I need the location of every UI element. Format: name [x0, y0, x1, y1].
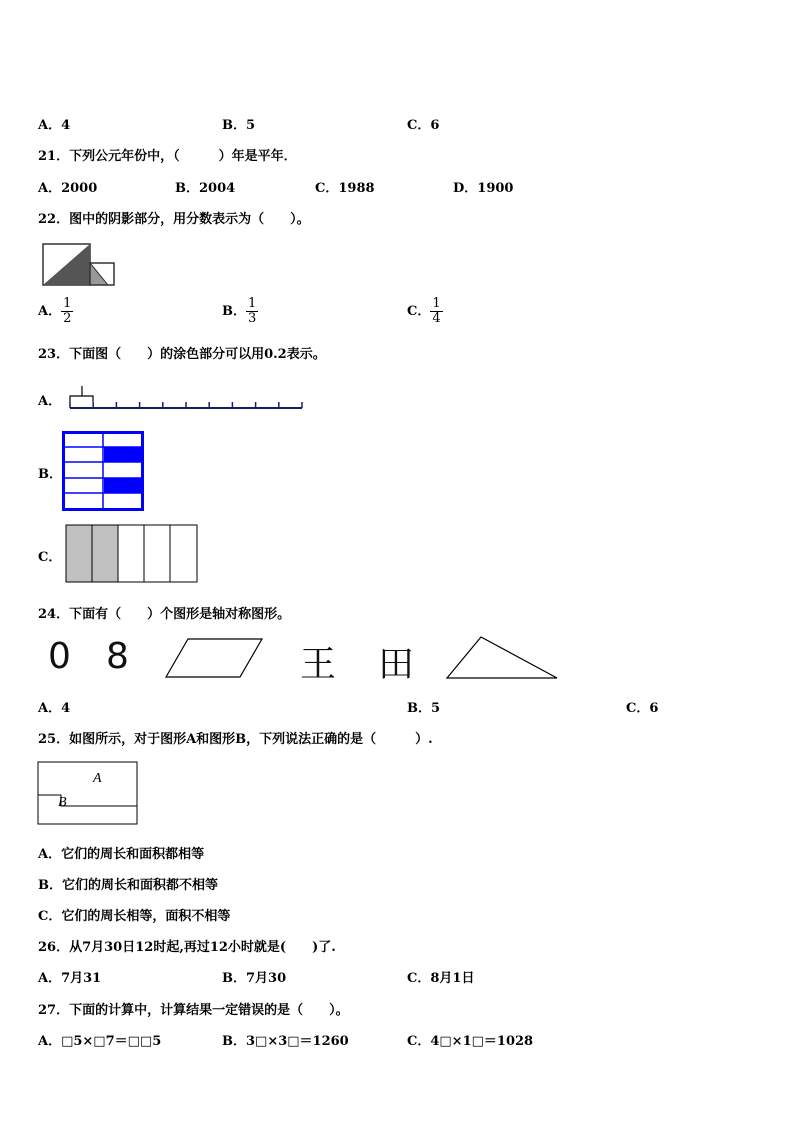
q21-stem: 21．下列公元年份中，（ ）年是平年．: [38, 149, 297, 164]
q24-option-a[interactable]: A．4: [38, 701, 71, 716]
q22-option-b-prefix: B．: [222, 304, 246, 319]
q22-a-numerator: 1: [63, 296, 72, 311]
q23-option-b-label[interactable]: B．: [38, 467, 62, 482]
q24-option-b[interactable]: B．5: [407, 701, 441, 716]
q22-option-a-fraction: [61, 297, 73, 326]
q20-option-b[interactable]: B．5: [222, 118, 256, 133]
q20-option-a[interactable]: A．4: [38, 118, 71, 133]
q27-stem: 27．下面的计算中，计算结果一定错误的是（ ）。: [38, 1003, 349, 1018]
q22-c-numerator: 1: [432, 296, 441, 311]
q22-a-denominator: 2: [63, 311, 72, 326]
q24-triangle-figure: [445, 635, 559, 680]
q23-grid-figure: [62, 431, 144, 511]
q22-option-b-fraction: [246, 297, 258, 326]
q27-option-b[interactable]: B．3□×3□＝1260: [222, 1034, 349, 1049]
q22-shaded-figure: [42, 243, 116, 286]
q22-b-numerator: 1: [248, 296, 257, 311]
q22-option-b[interactable]: [222, 297, 258, 326]
q24-figure-zero: 0: [48, 636, 71, 677]
q21-option-c[interactable]: C．1988: [315, 181, 375, 196]
q22-stem: 22．图中的阴影部分，用分数表示为（ ）。: [38, 212, 310, 227]
q23-number-line-figure: [68, 384, 304, 410]
q23-strip-figure: [65, 524, 198, 583]
q23-stem: 23．下面图（ ）的涂色部分可以用0.2表示。: [38, 347, 326, 362]
q24-figure-eight: 8: [106, 636, 129, 677]
q22-option-c-fraction: [430, 297, 442, 326]
q25-stem: 25．如图所示，对于图形A和图形B，下列说法正确的是（ ）.: [38, 732, 433, 747]
q22-c-denominator: 4: [432, 311, 441, 326]
q27-option-a[interactable]: A．□5×□7＝□□5: [38, 1034, 162, 1049]
q23-option-c-label[interactable]: C．: [38, 550, 62, 565]
q25-option-a[interactable]: A．它们的周长和面积都相等: [38, 847, 205, 862]
q24-parallelogram-figure: [164, 637, 264, 679]
q22-option-a-prefix: A．: [38, 304, 62, 319]
q24-figure-tian: 田: [378, 644, 415, 685]
q21-option-a[interactable]: A．2000: [38, 181, 98, 196]
q26-option-a[interactable]: A．7月31: [38, 971, 102, 986]
q26-option-c[interactable]: C．8月1日: [407, 971, 475, 986]
q20-option-c[interactable]: C．6: [407, 118, 440, 133]
q24-stem: 24．下面有（ ）个图形是轴对称图形。: [38, 607, 291, 622]
q22-option-a[interactable]: [38, 297, 73, 326]
q24-option-c[interactable]: C．6: [626, 701, 659, 716]
q25-figure: [37, 761, 139, 825]
q21-option-b[interactable]: B．2004: [175, 181, 236, 196]
q21-option-d[interactable]: D．1900: [453, 181, 514, 196]
q27-option-c[interactable]: C．4□×1□＝1028: [407, 1034, 534, 1049]
q25-option-b[interactable]: B．它们的周长和面积都不相等: [38, 878, 218, 893]
q26-option-b[interactable]: B．7月30: [222, 971, 287, 986]
q23-option-a-label[interactable]: A．: [38, 394, 62, 409]
q22-option-c-prefix: C．: [407, 304, 431, 319]
q22-b-denominator: 3: [248, 311, 257, 326]
q22-option-c[interactable]: [407, 297, 443, 326]
q25-option-c[interactable]: C．它们的周长相等，面积不相等: [38, 909, 231, 924]
q25-label-b: B: [58, 795, 67, 810]
q24-figure-wang: 王: [300, 644, 337, 685]
q25-label-a: A: [93, 771, 102, 786]
q26-stem: 26．从7月30日12时起,再过12小时就是( )了.: [38, 940, 336, 955]
